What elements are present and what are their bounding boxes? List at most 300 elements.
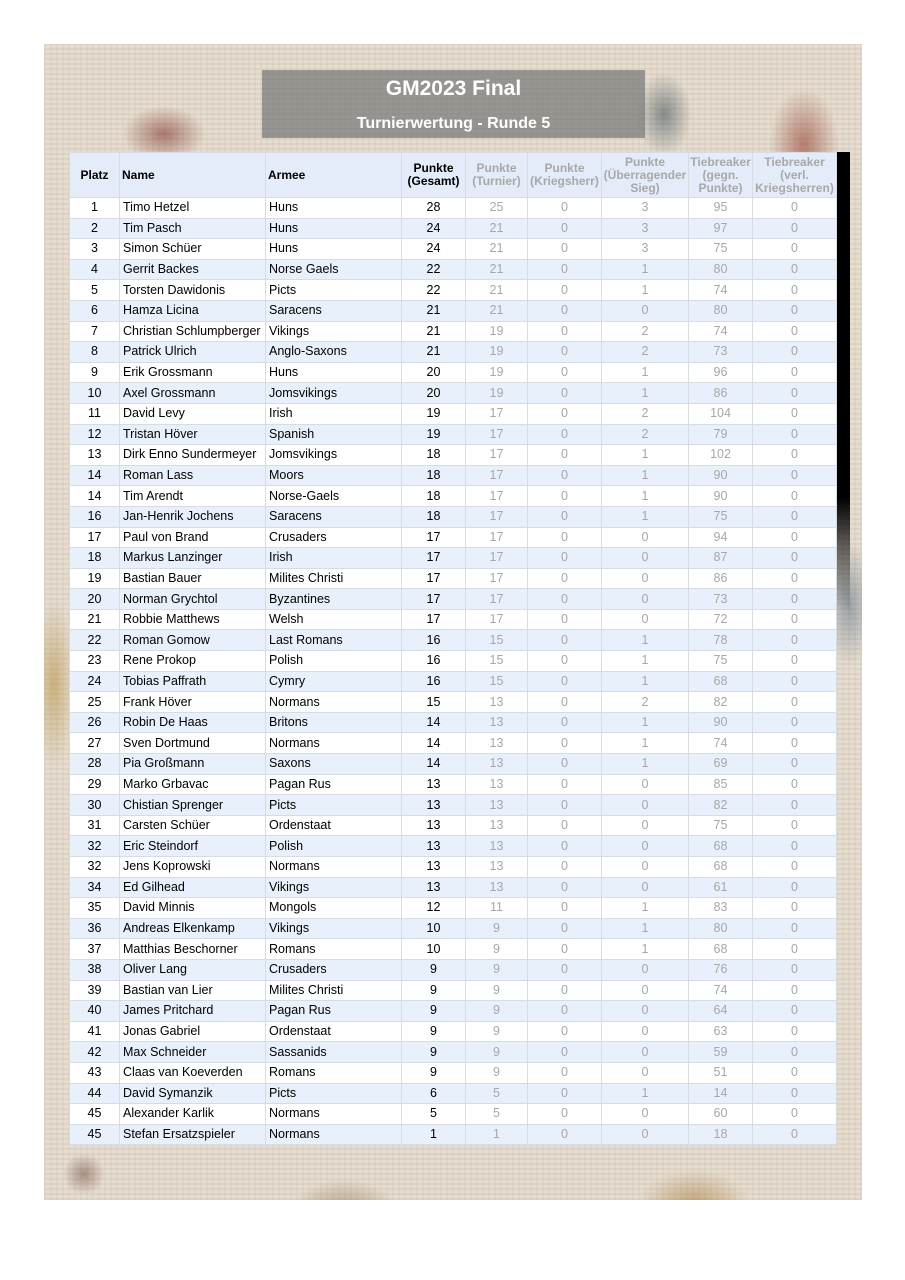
cell-armee: Britons (266, 712, 402, 733)
cell-platz: 38 (70, 959, 120, 980)
cell-turnier: 13 (466, 857, 528, 878)
page-title: GM2023 Final (385, 77, 522, 100)
cell-platz: 40 (70, 1001, 120, 1022)
cell-gesamt: 17 (402, 609, 466, 630)
cell-tiebreaker-verl: 0 (753, 774, 837, 795)
table-row (70, 362, 837, 383)
cell-turnier: 9 (466, 980, 528, 1001)
cell-name: Marko Grbavac (120, 774, 266, 795)
cell-turnier: 13 (466, 733, 528, 754)
cell-tiebreaker-verl: 0 (753, 568, 837, 589)
cell-armee: Vikings (266, 321, 402, 342)
cell-platz: 19 (70, 568, 120, 589)
cell-name: Christian Schlumpberger (120, 321, 266, 342)
cell-kriegsherr: 0 (528, 630, 602, 651)
standings-table-container (69, 152, 836, 1145)
table-row (70, 383, 837, 404)
cell-platz: 28 (70, 754, 120, 775)
cell-turnier: 11 (466, 898, 528, 919)
cell-turnier: 9 (466, 1062, 528, 1083)
cell-sieg: 0 (602, 980, 689, 1001)
cell-sieg: 2 (602, 342, 689, 363)
cell-tiebreaker-verl: 0 (753, 589, 837, 610)
cell-kriegsherr: 0 (528, 362, 602, 383)
cell-turnier: 9 (466, 939, 528, 960)
cell-gesamt: 10 (402, 918, 466, 939)
cell-sieg: 0 (602, 1104, 689, 1125)
cell-armee: Normans (266, 692, 402, 713)
cell-platz: 21 (70, 609, 120, 630)
table-row (70, 630, 837, 651)
cell-tiebreaker-gegn: 86 (689, 383, 753, 404)
cell-platz: 22 (70, 630, 120, 651)
cell-name: Simon Schüer (120, 239, 266, 260)
cell-platz: 24 (70, 671, 120, 692)
cell-tiebreaker-verl: 0 (753, 671, 837, 692)
cell-tiebreaker-gegn: 73 (689, 342, 753, 363)
cell-tiebreaker-verl: 0 (753, 651, 837, 672)
cell-sieg: 0 (602, 836, 689, 857)
cell-turnier: 13 (466, 877, 528, 898)
cell-turnier: 1 (466, 1124, 528, 1145)
table-row (70, 1083, 837, 1104)
cell-platz: 14 (70, 486, 120, 507)
cell-platz: 34 (70, 877, 120, 898)
cell-kriegsherr: 0 (528, 280, 602, 301)
cell-sieg: 0 (602, 300, 689, 321)
cell-platz: 13 (70, 445, 120, 466)
cell-gesamt: 14 (402, 733, 466, 754)
cell-tiebreaker-verl: 0 (753, 712, 837, 733)
cell-tiebreaker-gegn: 80 (689, 259, 753, 280)
table-row (70, 1021, 837, 1042)
cell-name: Stefan Ersatzspieler (120, 1124, 266, 1145)
cell-platz: 37 (70, 939, 120, 960)
cell-platz: 32 (70, 857, 120, 878)
cell-platz: 35 (70, 898, 120, 919)
cell-kriegsherr: 0 (528, 589, 602, 610)
cell-name: Jens Koprowski (120, 857, 266, 878)
cell-kriegsherr: 0 (528, 877, 602, 898)
cell-tiebreaker-gegn: 94 (689, 527, 753, 548)
cell-turnier: 5 (466, 1104, 528, 1125)
cell-turnier: 19 (466, 362, 528, 383)
cell-sieg: 1 (602, 1083, 689, 1104)
cell-armee: Huns (266, 218, 402, 239)
cell-tiebreaker-verl: 0 (753, 1062, 837, 1083)
cell-armee: Moors (266, 465, 402, 486)
cell-sieg: 0 (602, 877, 689, 898)
cell-kriegsherr: 0 (528, 939, 602, 960)
cell-platz: 7 (70, 321, 120, 342)
cell-sieg: 1 (602, 754, 689, 775)
cell-name: Robbie Matthews (120, 609, 266, 630)
col-header-turnier: Punkte (Turnier) (466, 153, 528, 198)
cell-kriegsherr: 0 (528, 1083, 602, 1104)
cell-kriegsherr: 0 (528, 795, 602, 816)
cell-name: Tobias Paffrath (120, 671, 266, 692)
cell-tiebreaker-verl: 0 (753, 218, 837, 239)
cell-tiebreaker-verl: 0 (753, 280, 837, 301)
cell-name: Roman Gomow (120, 630, 266, 651)
cell-turnier: 17 (466, 527, 528, 548)
cell-sieg: 1 (602, 630, 689, 651)
col-header-name: Name (120, 153, 266, 198)
cell-name: Andreas Elkenkamp (120, 918, 266, 939)
cell-kriegsherr: 0 (528, 836, 602, 857)
table-row (70, 321, 837, 342)
cell-sieg: 0 (602, 548, 689, 569)
cell-tiebreaker-gegn: 85 (689, 774, 753, 795)
cell-turnier: 13 (466, 754, 528, 775)
cell-tiebreaker-verl: 0 (753, 321, 837, 342)
table-row (70, 198, 837, 219)
cell-tiebreaker-gegn: 60 (689, 1104, 753, 1125)
cell-turnier: 21 (466, 280, 528, 301)
cell-armee: Crusaders (266, 959, 402, 980)
cell-armee: Irish (266, 548, 402, 569)
cell-platz: 32 (70, 836, 120, 857)
cell-tiebreaker-gegn: 68 (689, 836, 753, 857)
cell-sieg: 1 (602, 465, 689, 486)
cell-platz: 17 (70, 527, 120, 548)
cell-platz: 4 (70, 259, 120, 280)
cell-sieg: 0 (602, 774, 689, 795)
cell-platz: 10 (70, 383, 120, 404)
cell-kriegsherr: 0 (528, 527, 602, 548)
cell-gesamt: 13 (402, 795, 466, 816)
cell-armee: Byzantines (266, 589, 402, 610)
cell-sieg: 1 (602, 486, 689, 507)
title-banner (262, 70, 645, 138)
cell-gesamt: 20 (402, 383, 466, 404)
cell-platz: 3 (70, 239, 120, 260)
cell-kriegsherr: 0 (528, 239, 602, 260)
cell-tiebreaker-verl: 0 (753, 1083, 837, 1104)
cell-tiebreaker-gegn: 90 (689, 486, 753, 507)
cell-kriegsherr: 0 (528, 198, 602, 219)
cell-name: Ed Gilhead (120, 877, 266, 898)
cell-sieg: 1 (602, 506, 689, 527)
cell-sieg: 1 (602, 259, 689, 280)
cell-platz: 42 (70, 1042, 120, 1063)
cell-armee: Mongols (266, 898, 402, 919)
cell-platz: 20 (70, 589, 120, 610)
cell-tiebreaker-gegn: 74 (689, 321, 753, 342)
cell-platz: 39 (70, 980, 120, 1001)
cell-name: Paul von Brand (120, 527, 266, 548)
cell-turnier: 21 (466, 218, 528, 239)
table-row (70, 671, 837, 692)
cell-armee: Normans (266, 857, 402, 878)
cell-platz: 12 (70, 424, 120, 445)
cell-platz: 36 (70, 918, 120, 939)
cell-armee: Picts (266, 1083, 402, 1104)
cell-armee: Crusaders (266, 527, 402, 548)
cell-tiebreaker-gegn: 61 (689, 877, 753, 898)
table-row (70, 939, 837, 960)
cell-sieg: 0 (602, 1021, 689, 1042)
cell-platz: 29 (70, 774, 120, 795)
cell-turnier: 13 (466, 712, 528, 733)
cell-tiebreaker-gegn: 59 (689, 1042, 753, 1063)
cell-armee: Huns (266, 198, 402, 219)
cell-gesamt: 1 (402, 1124, 466, 1145)
cell-name: Gerrit Backes (120, 259, 266, 280)
cell-kriegsherr: 0 (528, 321, 602, 342)
cell-kriegsherr: 0 (528, 568, 602, 589)
cell-gesamt: 13 (402, 815, 466, 836)
table-row (70, 1001, 837, 1022)
table-row (70, 300, 837, 321)
cell-sieg: 1 (602, 383, 689, 404)
table-row (70, 795, 837, 816)
cell-kriegsherr: 0 (528, 465, 602, 486)
col-header-gesamt: Punkte (Gesamt) (402, 153, 466, 198)
table-row (70, 959, 837, 980)
cell-name: Dirk Enno Sundermeyer (120, 445, 266, 466)
cell-turnier: 9 (466, 1001, 528, 1022)
cell-platz: 16 (70, 506, 120, 527)
cell-tiebreaker-verl: 0 (753, 1042, 837, 1063)
cell-gesamt: 5 (402, 1104, 466, 1125)
cell-tiebreaker-gegn: 14 (689, 1083, 753, 1104)
cell-tiebreaker-gegn: 74 (689, 980, 753, 1001)
cell-tiebreaker-verl: 0 (753, 486, 837, 507)
cell-turnier: 15 (466, 671, 528, 692)
cell-turnier: 17 (466, 445, 528, 466)
cell-turnier: 15 (466, 651, 528, 672)
cell-tiebreaker-verl: 0 (753, 630, 837, 651)
cell-platz: 11 (70, 403, 120, 424)
cell-tiebreaker-gegn: 96 (689, 362, 753, 383)
cell-tiebreaker-gegn: 97 (689, 218, 753, 239)
cell-platz: 18 (70, 548, 120, 569)
cell-gesamt: 16 (402, 630, 466, 651)
cell-name: James Pritchard (120, 1001, 266, 1022)
cell-tiebreaker-gegn: 78 (689, 630, 753, 651)
cell-tiebreaker-gegn: 64 (689, 1001, 753, 1022)
cell-sieg: 0 (602, 959, 689, 980)
cell-gesamt: 9 (402, 1021, 466, 1042)
cell-kriegsherr: 0 (528, 671, 602, 692)
cell-tiebreaker-verl: 0 (753, 857, 837, 878)
cell-armee: Polish (266, 651, 402, 672)
cell-name: Tim Pasch (120, 218, 266, 239)
cell-tiebreaker-verl: 0 (753, 239, 837, 260)
cell-tiebreaker-gegn: 75 (689, 506, 753, 527)
cell-tiebreaker-gegn: 51 (689, 1062, 753, 1083)
table-row (70, 712, 837, 733)
cell-tiebreaker-verl: 0 (753, 383, 837, 404)
cell-kriegsherr: 0 (528, 1021, 602, 1042)
table-row (70, 651, 837, 672)
cell-name: Erik Grossmann (120, 362, 266, 383)
cell-name: David Minnis (120, 898, 266, 919)
cell-kriegsherr: 0 (528, 424, 602, 445)
cell-turnier: 9 (466, 1042, 528, 1063)
cell-name: Chistian Sprenger (120, 795, 266, 816)
cell-platz: 41 (70, 1021, 120, 1042)
cell-turnier: 21 (466, 239, 528, 260)
cell-platz: 5 (70, 280, 120, 301)
table-row (70, 465, 837, 486)
cell-tiebreaker-verl: 0 (753, 918, 837, 939)
cell-gesamt: 9 (402, 1001, 466, 1022)
cell-tiebreaker-verl: 0 (753, 424, 837, 445)
cell-turnier: 13 (466, 795, 528, 816)
cell-kriegsherr: 0 (528, 980, 602, 1001)
cell-sieg: 0 (602, 527, 689, 548)
cell-armee: Saracens (266, 300, 402, 321)
cell-sieg: 0 (602, 568, 689, 589)
cell-tiebreaker-verl: 0 (753, 1104, 837, 1125)
cell-gesamt: 9 (402, 959, 466, 980)
col-header-tiebreaker-verl: Tiebreaker (verl. Kriegsherren) (753, 153, 837, 198)
table-row (70, 692, 837, 713)
table-row (70, 548, 837, 569)
cell-kriegsherr: 0 (528, 651, 602, 672)
cell-tiebreaker-gegn: 18 (689, 1124, 753, 1145)
cell-tiebreaker-gegn: 63 (689, 1021, 753, 1042)
cell-platz: 31 (70, 815, 120, 836)
cell-sieg: 0 (602, 1001, 689, 1022)
table-row (70, 280, 837, 301)
cell-turnier: 9 (466, 918, 528, 939)
cell-tiebreaker-verl: 0 (753, 403, 837, 424)
table-shadow (836, 152, 850, 612)
standings-table (69, 152, 837, 1145)
cell-tiebreaker-verl: 0 (753, 465, 837, 486)
cell-tiebreaker-verl: 0 (753, 548, 837, 569)
cell-name: Hamza Licina (120, 300, 266, 321)
cell-sieg: 0 (602, 815, 689, 836)
cell-tiebreaker-gegn: 74 (689, 733, 753, 754)
cell-sieg: 1 (602, 918, 689, 939)
table-row (70, 527, 837, 548)
cell-name: Axel Grossmann (120, 383, 266, 404)
cell-name: Roman Lass (120, 465, 266, 486)
cell-tiebreaker-verl: 0 (753, 959, 837, 980)
cell-sieg: 1 (602, 733, 689, 754)
cell-tiebreaker-verl: 0 (753, 836, 837, 857)
table-row (70, 918, 837, 939)
cell-platz: 43 (70, 1062, 120, 1083)
cell-tiebreaker-gegn: 102 (689, 445, 753, 466)
cell-kriegsherr: 0 (528, 259, 602, 280)
cell-gesamt: 10 (402, 939, 466, 960)
cell-platz: 26 (70, 712, 120, 733)
cell-platz: 8 (70, 342, 120, 363)
cell-kriegsherr: 0 (528, 918, 602, 939)
cell-armee: Milites Christi (266, 980, 402, 1001)
cell-turnier: 19 (466, 342, 528, 363)
cell-turnier: 25 (466, 198, 528, 219)
cell-gesamt: 17 (402, 527, 466, 548)
table-row (70, 1124, 837, 1145)
cell-platz: 6 (70, 300, 120, 321)
cell-tiebreaker-gegn: 104 (689, 403, 753, 424)
cell-platz: 45 (70, 1104, 120, 1125)
cell-turnier: 17 (466, 403, 528, 424)
col-header-armee: Armee (266, 153, 402, 198)
cell-kriegsherr: 0 (528, 692, 602, 713)
cell-tiebreaker-verl: 0 (753, 198, 837, 219)
table-row (70, 486, 837, 507)
cell-tiebreaker-verl: 0 (753, 300, 837, 321)
cell-armee: Picts (266, 795, 402, 816)
table-row (70, 980, 837, 1001)
cell-tiebreaker-verl: 0 (753, 342, 837, 363)
cell-tiebreaker-gegn: 86 (689, 568, 753, 589)
cell-turnier: 13 (466, 815, 528, 836)
table-row (70, 733, 837, 754)
cell-sieg: 1 (602, 898, 689, 919)
cell-kriegsherr: 0 (528, 712, 602, 733)
cell-sieg: 2 (602, 321, 689, 342)
table-row (70, 239, 837, 260)
col-header-kriegsherr: Punkte (Kriegsherr) (528, 153, 602, 198)
cell-name: Bastian Bauer (120, 568, 266, 589)
cell-tiebreaker-gegn: 76 (689, 959, 753, 980)
cell-armee: Romans (266, 1062, 402, 1083)
cell-sieg: 1 (602, 712, 689, 733)
cell-turnier: 17 (466, 486, 528, 507)
cell-armee: Saxons (266, 754, 402, 775)
cell-tiebreaker-gegn: 68 (689, 939, 753, 960)
cell-tiebreaker-verl: 0 (753, 980, 837, 1001)
table-row (70, 506, 837, 527)
cell-tiebreaker-gegn: 90 (689, 712, 753, 733)
cell-tiebreaker-gegn: 82 (689, 795, 753, 816)
cell-kriegsherr: 0 (528, 506, 602, 527)
cell-tiebreaker-gegn: 79 (689, 424, 753, 445)
cell-sieg: 0 (602, 1062, 689, 1083)
cell-armee: Irish (266, 403, 402, 424)
cell-armee: Milites Christi (266, 568, 402, 589)
table-row (70, 1042, 837, 1063)
cell-turnier: 21 (466, 259, 528, 280)
cell-name: Timo Hetzel (120, 198, 266, 219)
cell-tiebreaker-gegn: 69 (689, 754, 753, 775)
cell-armee: Pagan Rus (266, 774, 402, 795)
cell-tiebreaker-verl: 0 (753, 898, 837, 919)
cell-name: Sven Dortmund (120, 733, 266, 754)
cell-kriegsherr: 0 (528, 486, 602, 507)
table-row (70, 815, 837, 836)
cell-gesamt: 9 (402, 1062, 466, 1083)
cell-armee: Ordenstaat (266, 1021, 402, 1042)
cell-gesamt: 18 (402, 465, 466, 486)
cell-tiebreaker-verl: 0 (753, 609, 837, 630)
cell-turnier: 17 (466, 506, 528, 527)
cell-turnier: 5 (466, 1083, 528, 1104)
cell-armee: Normans (266, 1124, 402, 1145)
table-row (70, 1104, 837, 1125)
cell-name: David Symanzik (120, 1083, 266, 1104)
cell-kriegsherr: 0 (528, 1104, 602, 1125)
cell-platz: 30 (70, 795, 120, 816)
col-header-platz: Platz (70, 153, 120, 198)
cell-gesamt: 20 (402, 362, 466, 383)
cell-name: Robin De Haas (120, 712, 266, 733)
header-row (70, 153, 837, 198)
cell-gesamt: 14 (402, 754, 466, 775)
cell-platz: 9 (70, 362, 120, 383)
cell-tiebreaker-verl: 0 (753, 877, 837, 898)
cell-tiebreaker-gegn: 74 (689, 280, 753, 301)
cell-tiebreaker-gegn: 87 (689, 548, 753, 569)
